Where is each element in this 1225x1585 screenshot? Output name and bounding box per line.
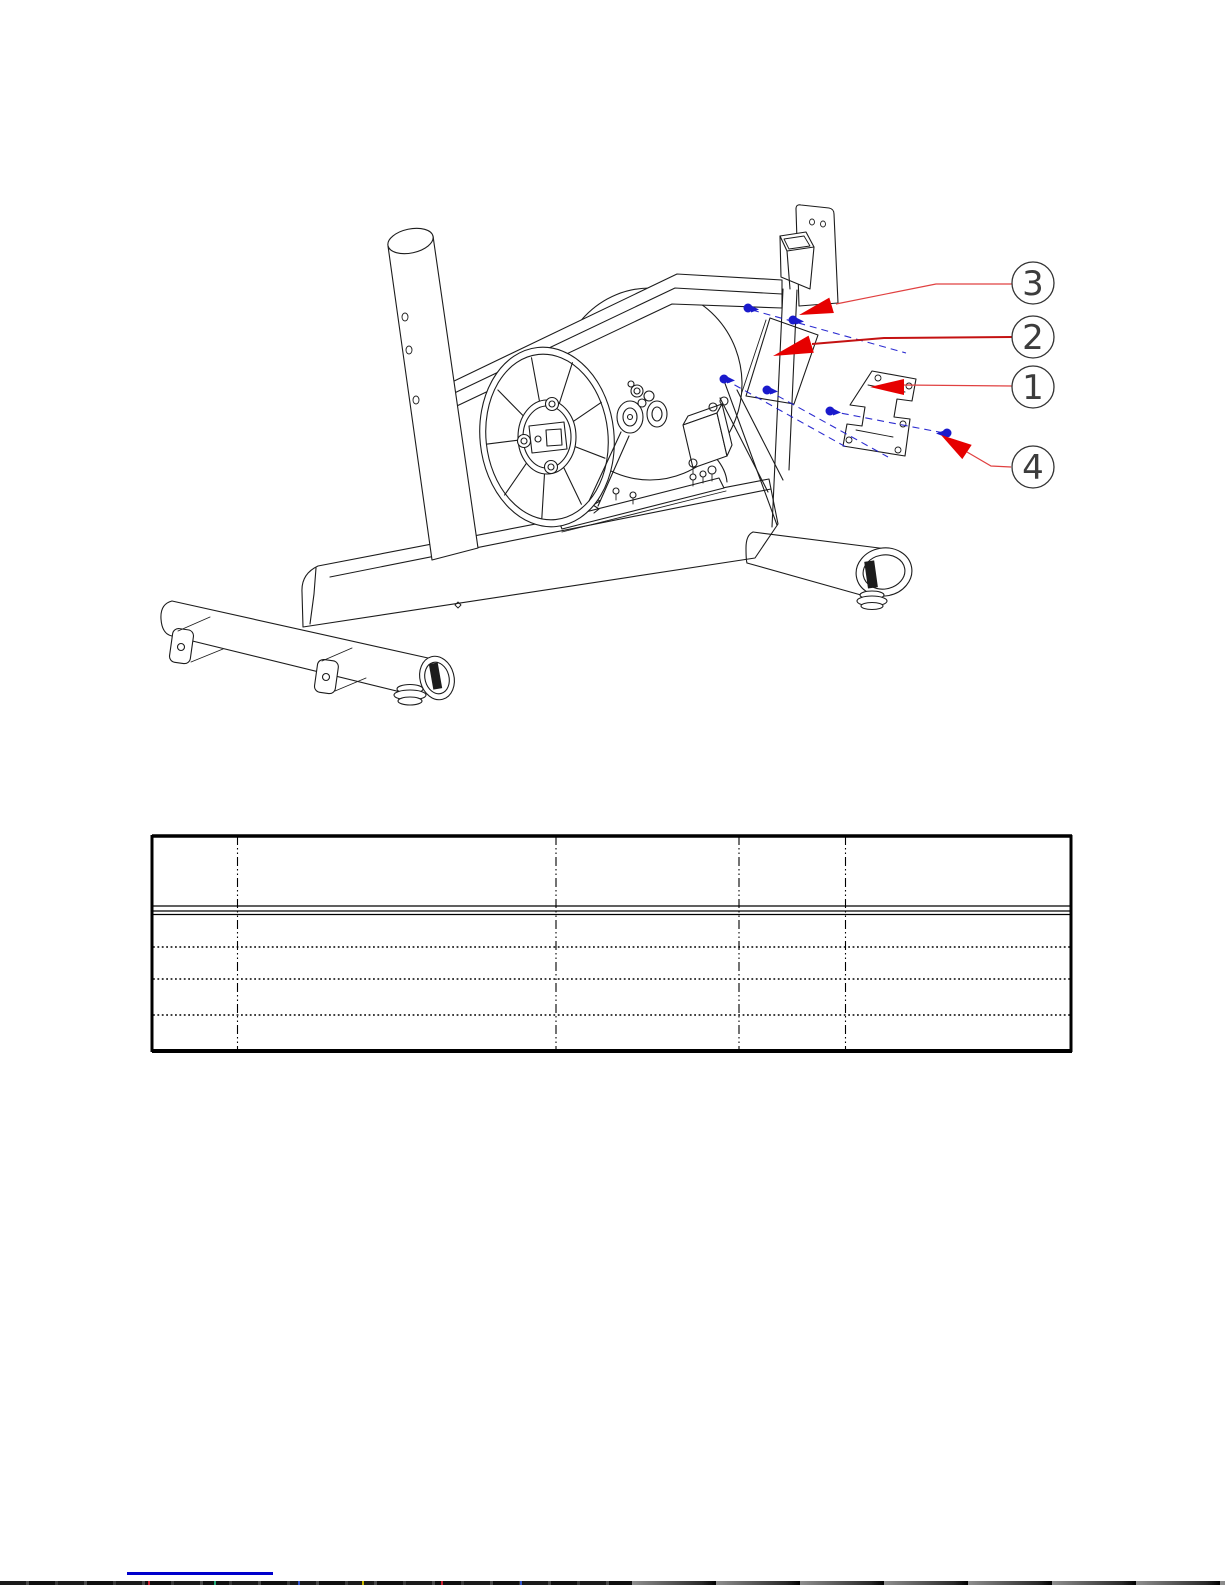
screw-hardware: [720, 304, 952, 458]
mounting-bracket-part: [843, 371, 916, 456]
callout-4-label: 4: [1022, 448, 1044, 488]
callout-3-label: 3: [1022, 264, 1044, 304]
parts-table: [152, 835, 1072, 1052]
footer-link-underline[interactable]: [127, 1572, 273, 1575]
callout-2: [773, 316, 1054, 358]
cut-off-text-band-left: [0, 1581, 632, 1585]
cut-off-text-band-right: [632, 1581, 1225, 1585]
callout-4: [941, 435, 1054, 488]
callout-2-label: 2: [1022, 318, 1044, 358]
callout-1-label: 1: [1022, 368, 1044, 408]
callout-1: [870, 366, 1054, 408]
rear-stabilizer: [746, 532, 916, 610]
